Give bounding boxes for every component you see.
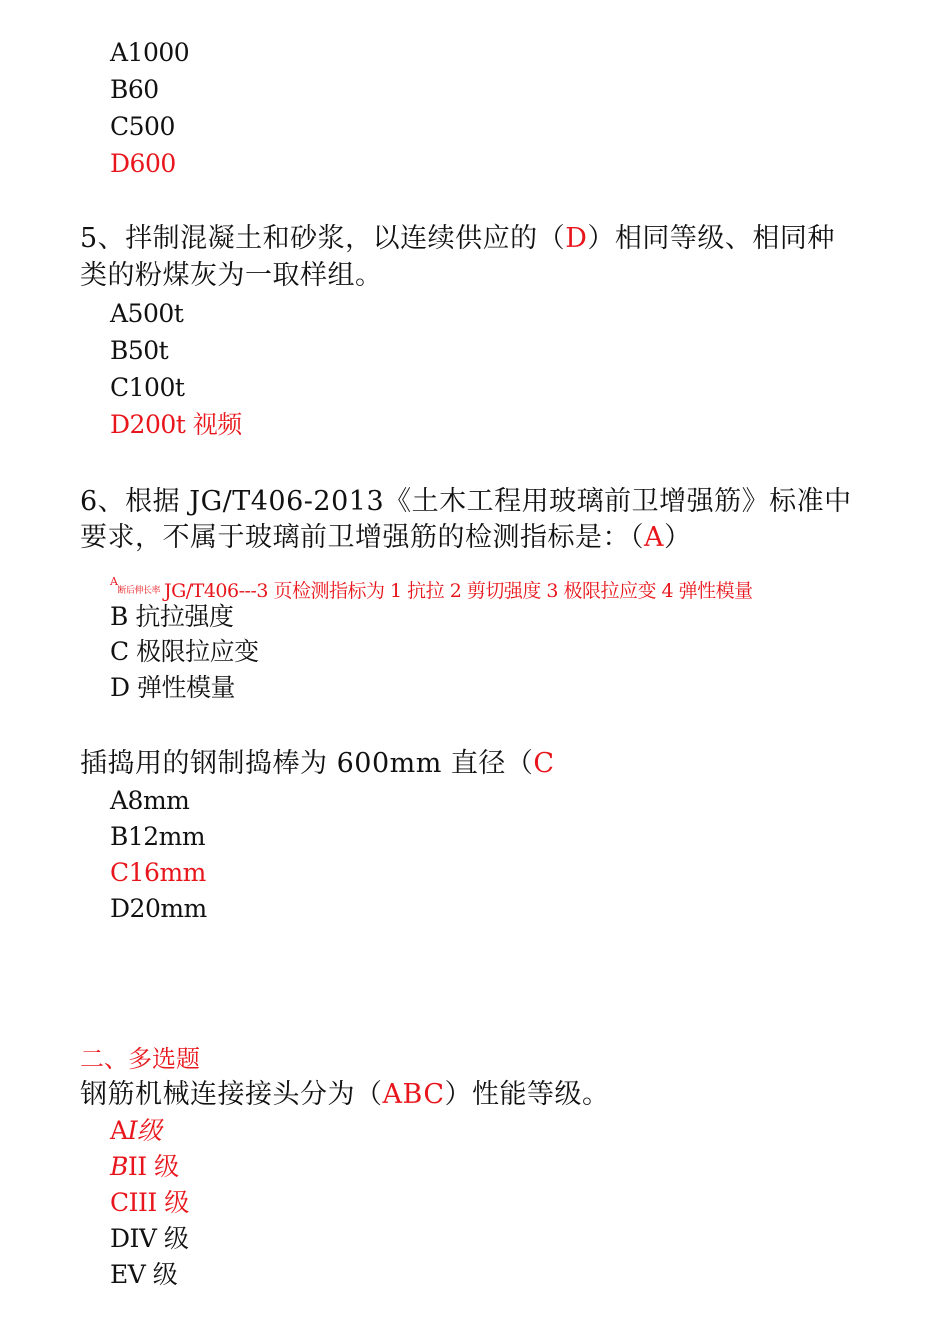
q6-option-b: B 抗拉强度 — [110, 602, 234, 631]
q4-option-a: A1000 — [110, 38, 190, 67]
q6-option-a-answer — [110, 576, 753, 601]
q7-stem — [80, 750, 555, 777]
q7-option-c-answer: C16mm — [110, 858, 206, 887]
s2-q1-answer: ABC — [382, 1079, 445, 1110]
s2-q1-option-b-letter: B — [110, 1152, 128, 1181]
q6-stem-post: ） — [664, 522, 692, 553]
s2-q1-option-a-suffix: 级 — [136, 1116, 162, 1145]
q4-option-d-answer: D600 — [110, 149, 176, 178]
q7-option-d: D20mm — [110, 894, 207, 923]
q5-option-c: C100t — [110, 373, 185, 402]
q5-stem-post: ）相同等级、相同种 — [587, 223, 835, 254]
q5-option-a: A500t — [110, 299, 184, 328]
s2-q1-option-b-text: II 级 — [127, 1152, 179, 1181]
s2-q1-option-a-letter: A — [110, 1116, 128, 1145]
q5-option-b: B50t — [110, 336, 169, 365]
s2-q1-option-c-answer: CIII 级 — [110, 1188, 189, 1217]
q7-stem-text: 插捣用的钢制捣棒为 600mm 直径（ — [80, 748, 534, 779]
q5-option-d-answer: D200t 视频 — [110, 410, 242, 439]
q5-stem-line1 — [80, 225, 835, 252]
q6-answer: A — [644, 522, 664, 553]
q7-answer: C — [533, 748, 555, 779]
s2-q1-option-a-answer — [110, 1118, 161, 1143]
s2-q1-option-b-answer — [110, 1154, 179, 1179]
s2-q1-stem-post: ）性能等级。 — [444, 1079, 610, 1110]
q7-option-a: A8mm — [110, 786, 190, 815]
q5-stem-line2: 类的粉煤灰为一取样组。 — [80, 260, 383, 291]
q6-option-a-letter: A — [110, 575, 118, 588]
s2-q1-stem-pre: 钢筋机械连接接头分为（ — [80, 1079, 383, 1110]
q5-stem-pre: 5、拌制混凝土和砂浆，以连续供应的（ — [80, 223, 566, 254]
q4-option-b: B60 — [110, 75, 159, 104]
s2-q1-stem — [80, 1081, 610, 1108]
q6-stem-pre: 要求，不属于玻璃前卫增强筋的检测指标是：（ — [80, 522, 644, 553]
q4-option-c: C500 — [110, 112, 175, 141]
s2-q1-option-d: DIV 级 — [110, 1224, 189, 1253]
s2-q1-option-a-roman: I — [127, 1116, 137, 1145]
q6-option-c: C 极限拉应变 — [110, 637, 259, 666]
section-heading-multiple-choice: 二、多选题 — [80, 1045, 200, 1073]
q6-option-a-text: 断后伸长率 — [117, 586, 160, 596]
q6-answer-note: JG/T406---3 页检测指标为 1 抗拉 2 剪切强度 3 极限拉应变 4 弹性模量 — [163, 580, 753, 602]
s2-q1-option-e: EV 级 — [110, 1260, 178, 1289]
q6-stem-line2 — [80, 524, 692, 551]
q7-option-b: B12mm — [110, 822, 206, 851]
q6-option-d: D 弹性模量 — [110, 673, 235, 702]
q5-answer: D — [565, 223, 588, 254]
q6-stem-line1: 6、根据 JG/T406-2013《土木工程用玻璃前卫增强筋》标准中 — [80, 486, 852, 517]
